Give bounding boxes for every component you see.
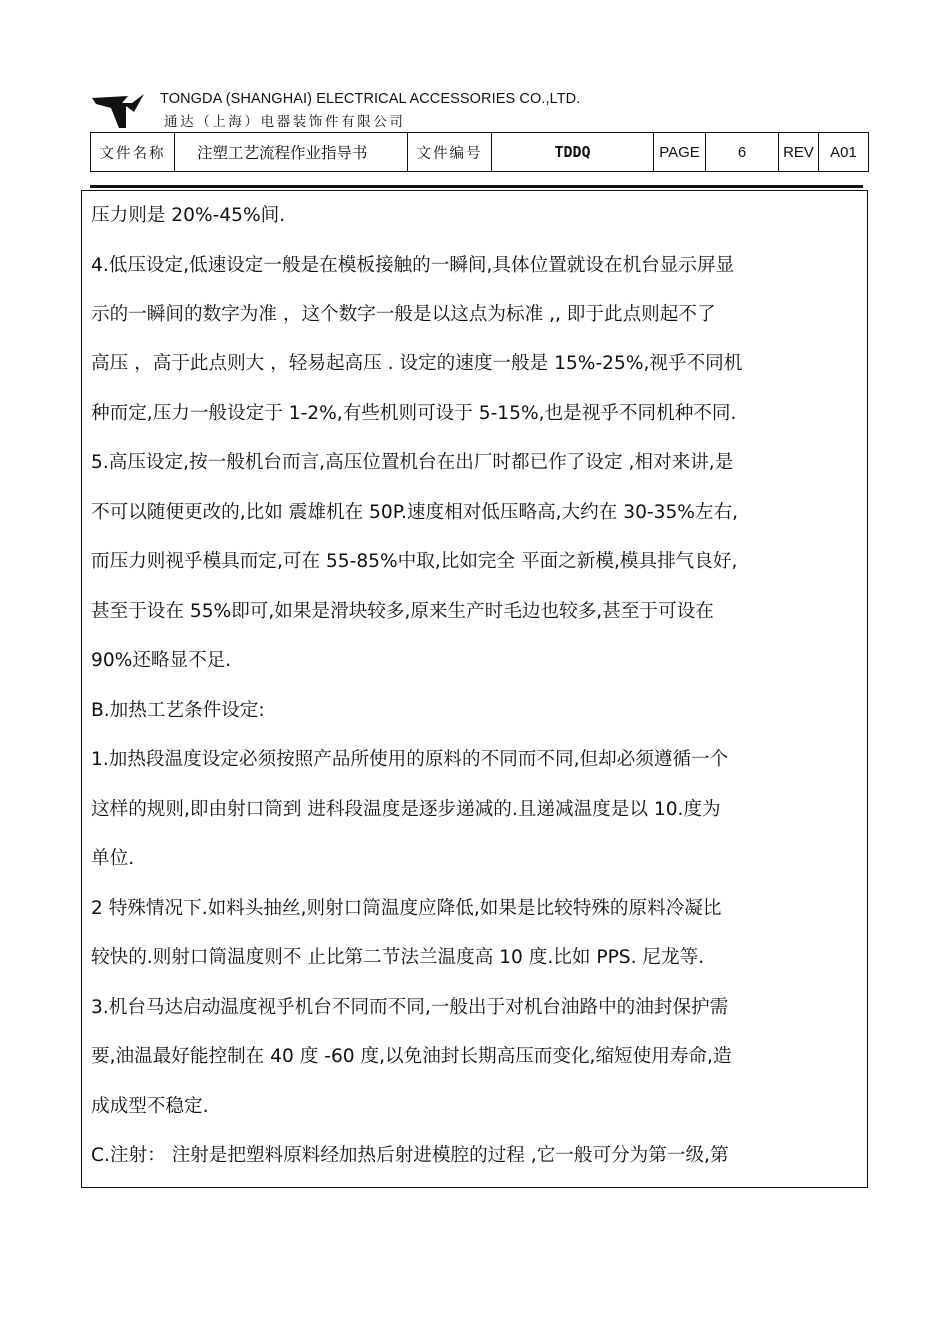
header-divider — [90, 185, 863, 188]
page-label: PAGE — [654, 133, 706, 172]
text-line: B.加热工艺条件设定: — [91, 700, 265, 721]
text-line: 示的一瞬间的数字为准 ，这个数字一般是以这点为标准 ,, 即于此点则起不了 — [91, 304, 716, 325]
doc-name-label: 文件名称 — [91, 133, 175, 172]
text-line: 成成型不稳定. — [91, 1096, 209, 1117]
document-body — [81, 190, 868, 1188]
text-line: 甚至于设在 55%即可,如果是滑块较多,原来生产时毛边也较多,甚至于可设在 — [91, 601, 714, 622]
text-line: 压力则是 20%-45%间. — [91, 205, 286, 226]
text-line: 5.高压设定,按一般机台而言,高压位置机台在出厂时都已作了设定 ,相对来讲,是 — [91, 452, 734, 473]
doc-number-value: TDDQ — [492, 133, 654, 172]
text-line: 高压 ，高于此点则大 ，轻易起高压 . 设定的速度一般是 15%-25%,视乎不同机 — [91, 353, 743, 374]
company-name-cn: 通达（上海）电器装饰件有限公司 — [164, 114, 406, 130]
text-line: 2 特殊情况下.如料头抽丝,则射口筒温度应降低,如果是比较特殊的原料冷凝比 — [91, 898, 722, 919]
text-line: 要,油温最好能控制在 40 度 -60 度,以免油封长期高压而变化,缩短使用寿命,造 — [91, 1046, 732, 1067]
text-line: 90%还略显不足. — [91, 650, 232, 671]
text-line: 3.机台马达启动温度视乎机台不同而不同,一般出于对机台油路中的油封保护需 — [91, 997, 729, 1018]
text-line: C.注射： 注射是把塑料原料经加热后射进模腔的过程 ,它一般可分为第一级,第 — [91, 1145, 729, 1166]
page-number: 6 — [706, 133, 779, 172]
text-line: 较快的.则射口筒温度则不 止比第二节法兰温度高 10 度.比如 PPS. 尼龙等. — [91, 947, 705, 968]
text-line: 而压力则视乎模具而定,可在 55-85%中取,比如完全 平面之新模,模具排气良好, — [91, 551, 738, 572]
text-line: 种而定,压力一般设定于 1-2%,有些机则可设于 5-15%,也是视乎不同机种不同. — [91, 403, 737, 424]
doc-name-value: 注塑工艺流程作业指导书 — [175, 133, 408, 172]
document-header-table — [90, 132, 869, 172]
text-line: 单位. — [91, 848, 135, 869]
doc-number-label: 文件编号 — [408, 133, 492, 172]
revision-value: A01 — [819, 133, 869, 172]
text-line: 1.加热段温度设定必须按照产品所使用的原料的不同而不同,但却必须遵循一个 — [91, 749, 729, 770]
text-line: 不可以随便更改的,比如 震雄机在 50P.速度相对低压略高,大约在 30-35%左右, — [91, 502, 739, 523]
company-name-en: TONGDA (SHANGHAI) ELECTRICAL ACCESSORIES CO.,LTD. — [160, 91, 581, 107]
text-line: 这样的规则,即由射口筒到 进科段温度是逐步递减的.且递减温度是以 10.度为 — [91, 799, 721, 820]
revision-label: REV — [779, 133, 819, 172]
company-logo-icon — [92, 94, 144, 128]
text-line: 4.低压设定,低速设定一般是在模板接触的一瞬间,具体位置就设在机台显示屏显 — [91, 255, 735, 276]
